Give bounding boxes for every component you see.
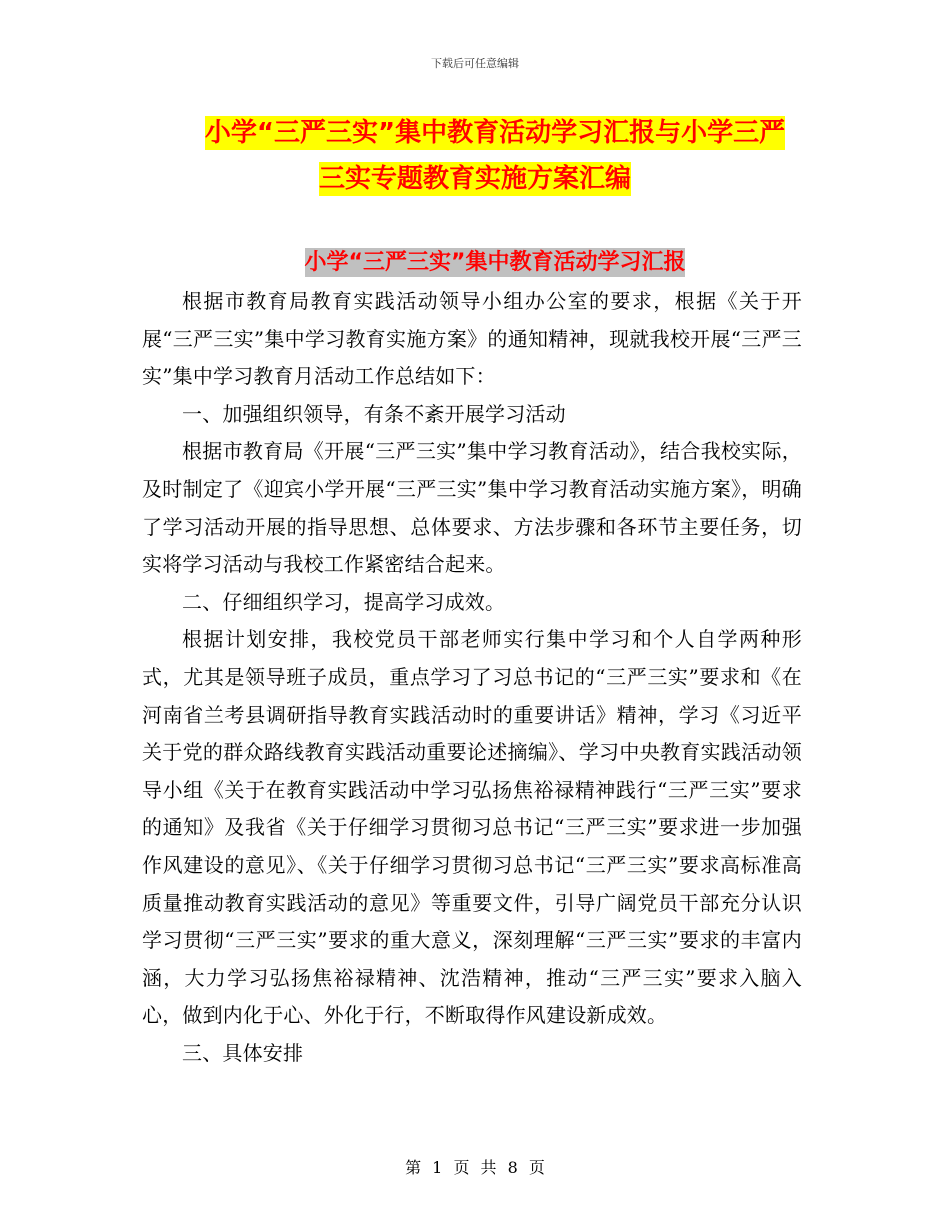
heading-part-two: 二、仔细组织学习，提高学习成效。 bbox=[182, 589, 506, 614]
heading-part-one: 一、加强组织领导，有条不紊开展学习活动 bbox=[182, 401, 566, 426]
document-title-line-2-text: 三实专题教育实施方案汇编 bbox=[318, 164, 631, 194]
section-title-text: 小学“三严三实”集中教育活动学习汇报 bbox=[304, 250, 686, 275]
paragraph-intro: 根据市教育局教育实践活动领导小组办公室的要求，根据《关于开展“三严三实”集中学习教育实施方案》的通知精神，现就我校开展“三严三实”集中学习教育月活动工作总结如下： bbox=[142, 289, 802, 389]
paragraph-part-one: 根据市教育局《开展“三严三实”集中学习教育活动》，结合我校实际，及时制定了《迎宾小学开展“三严三实”集中学习教育活动实施方案》，明确了学习活动开展的指导思想、总体要求、方法步骤和各环节主要任务，切实将学习活动与我校工作紧密结合起来。 bbox=[142, 439, 802, 577]
page-footer: 第 1 页 共 8 页 bbox=[405, 1158, 545, 1177]
heading-part-three: 三、具体安排 bbox=[182, 1040, 304, 1065]
document-title-line-1-text: 小学“三严三实”集中教育活动学习汇报与小学三严 bbox=[204, 118, 786, 148]
section-title bbox=[0, 245, 950, 276]
header-note: 下载后可任意编辑 bbox=[431, 57, 519, 70]
paragraph-part-two: 根据计划安排，我校党员干部老师实行集中学习和个人自学两种形式，尤其是领导班子成员，重点学习了习总书记的“三严三实”要求和《在河南省兰考县调研指导教育实践活动时的重要讲话》精神，学习《习近平关于党的群众路线教育实践活动重要论述摘编》、学习中央教育实践活动领导小组《关于在教育实践活动中学习弘扬焦裕禄精神践行“三严三实”要求的通知》及我省《关于仔细学习贯彻习总书记“三严三实”要求进一步加强作风建设的意见》、《关于仔细学习贯彻习总书记“三严三实”要求高标准高质量推动教育实践活动的意见》等重要文件，引导广阔党员干部充分认识学习贯彻“三严三实”要求的重大意义，深刻理解“三严三实”要求的丰富内涵，大力学习弘扬焦裕禄精神、沈浩精神，推动“三严三实”要求入脑入心，做到内化于心、外化于行，不断取得作风建设新成效。 bbox=[142, 627, 802, 1028]
document-body bbox=[142, 283, 802, 1072]
document-title-line-2 bbox=[0, 158, 950, 195]
document-title-line-1 bbox=[20, 112, 950, 149]
